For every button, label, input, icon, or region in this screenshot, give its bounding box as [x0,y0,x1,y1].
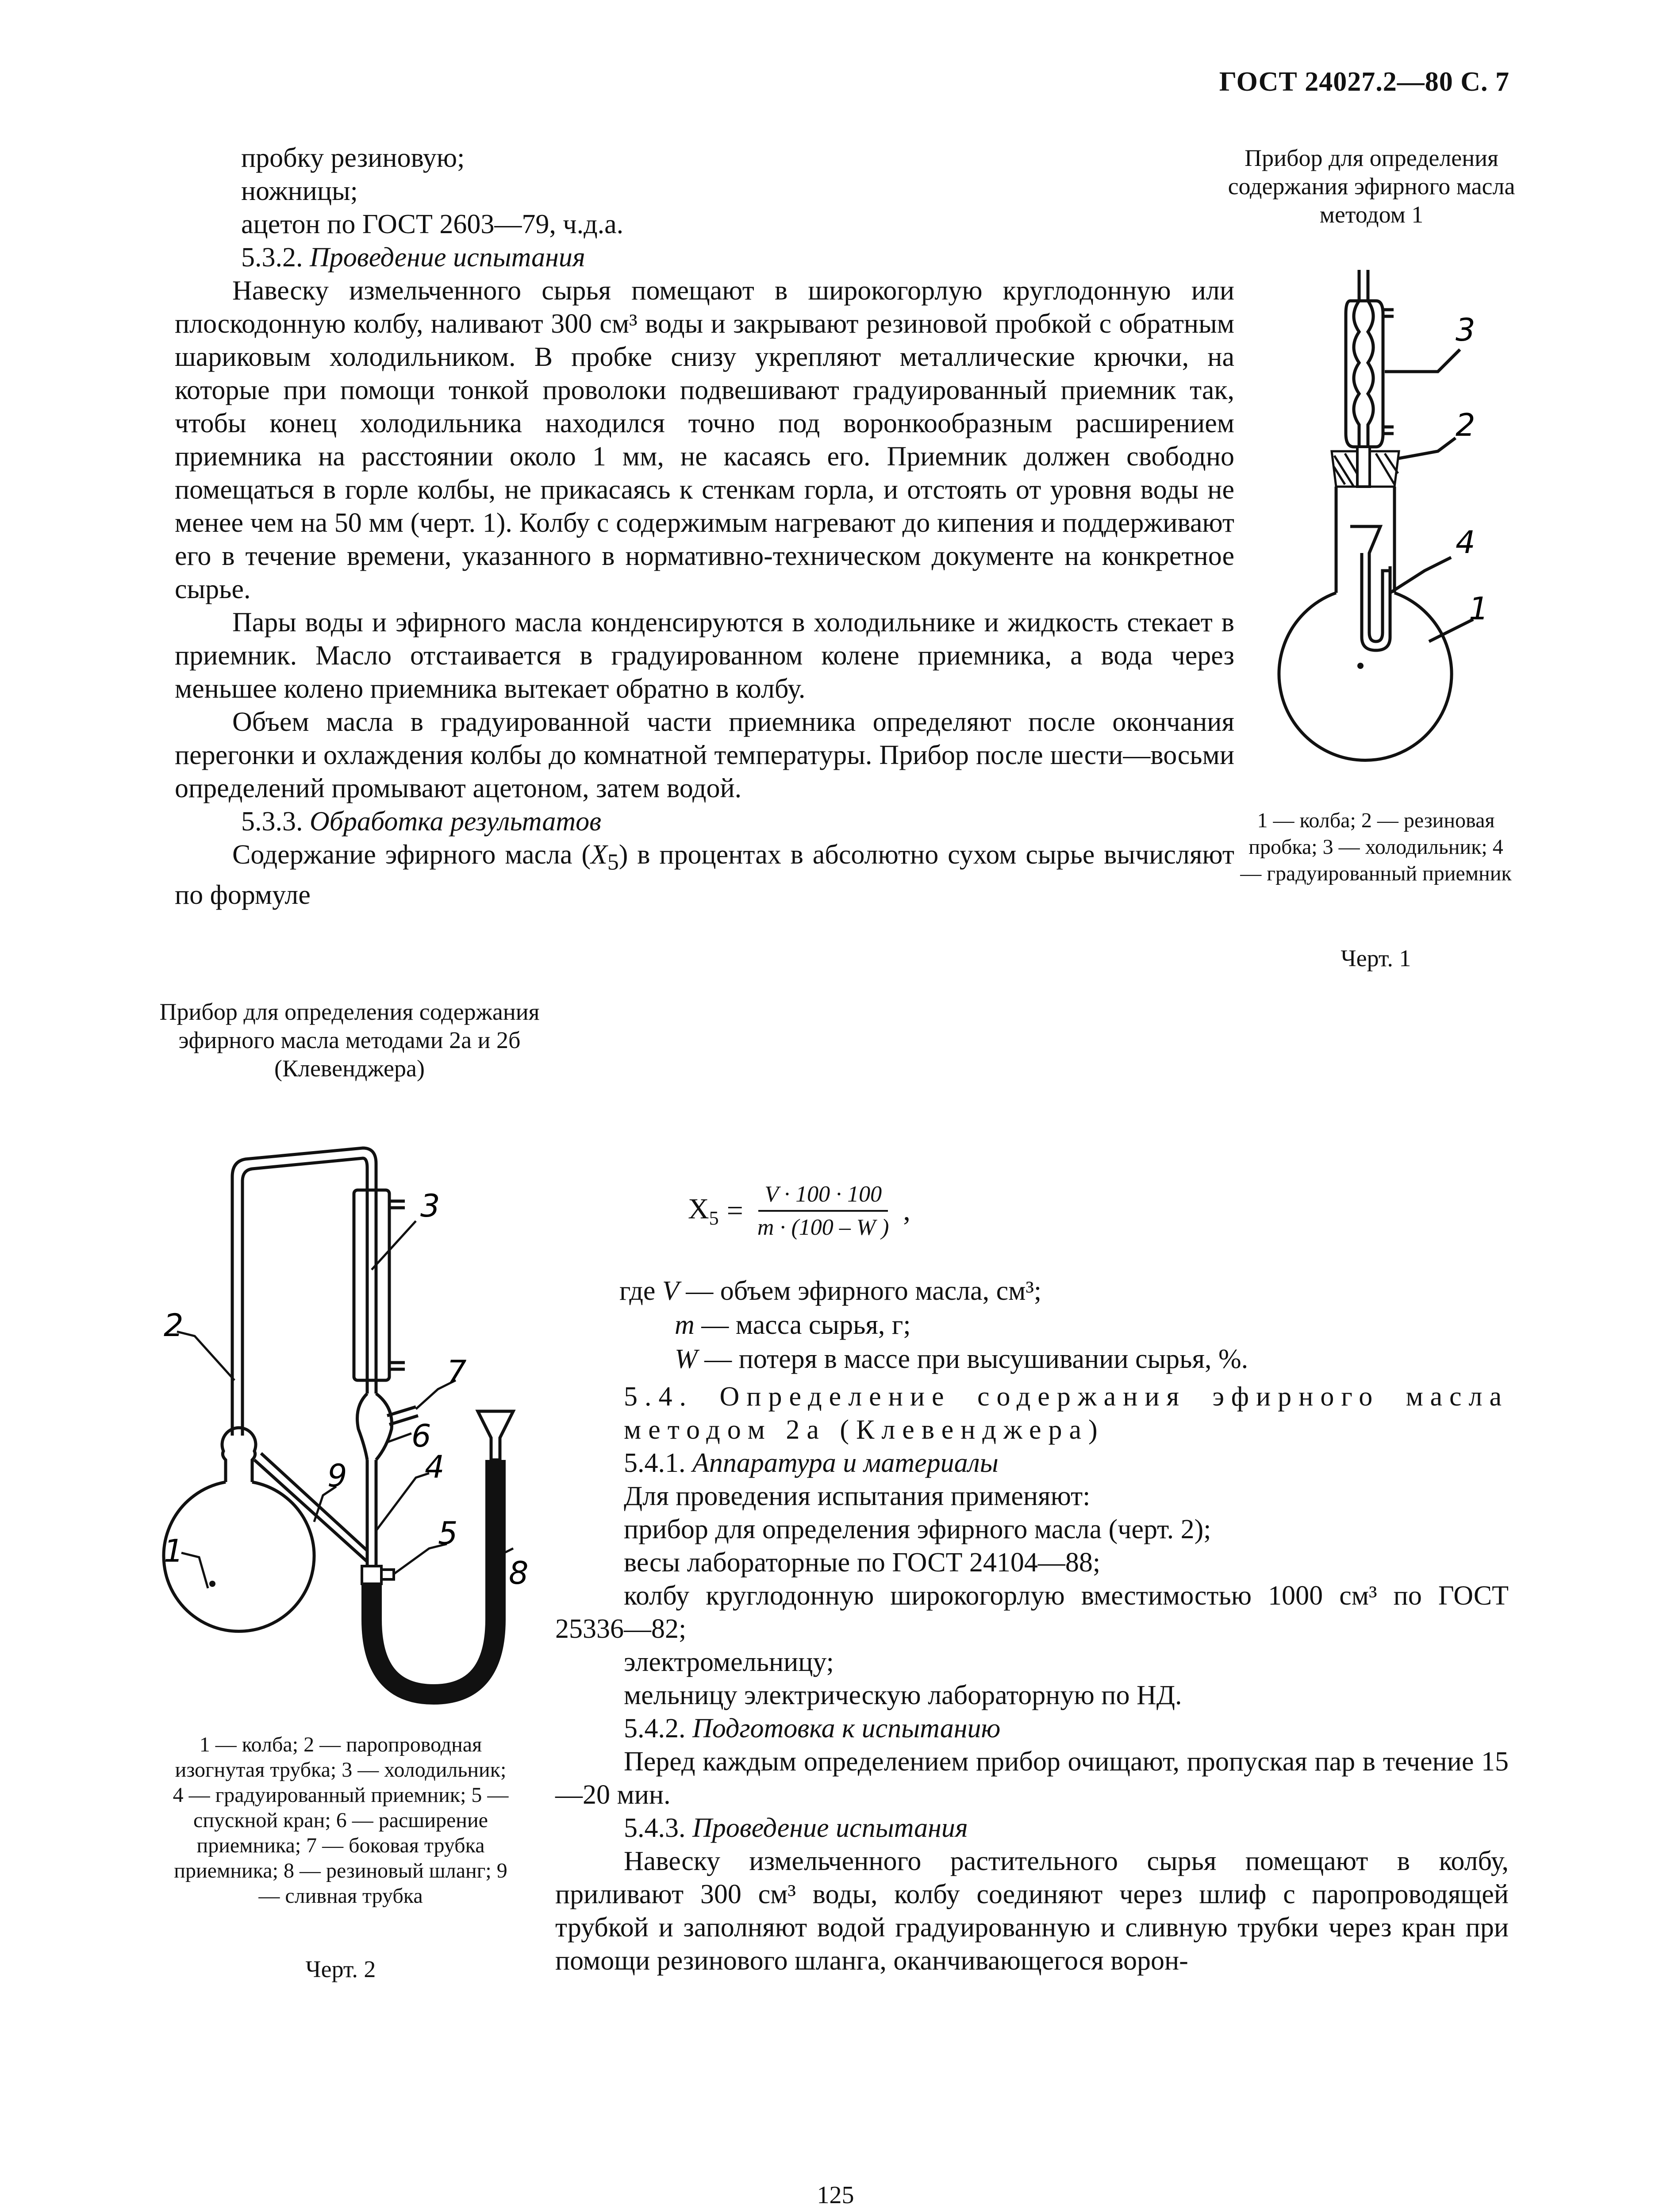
figure-1-label: 4 [1456,524,1475,561]
page-number: 125 [817,2181,854,2209]
formula [688,1181,910,1240]
figure-2-label: 7 [447,1354,467,1390]
figure-1-title: Прибор для определения содержания эфирного масла методом 1 [1228,145,1515,228]
list-item: прибор для определения эфирного масла (черт. 2); [624,1514,1211,1544]
paragraph: Объем масла в градуированной части приемника определяют после окончания перегонки и охлаждения колбы до комнатной температуры. Прибор после шести—восьми определений промывают ацетоном, затем водой. [175,707,1234,803]
figure-1-caption: 1 — колба; 2 — резиновая пробка; 3 — холодильник; 4 — градуированный приемник [1240,809,1512,885]
paragraph: Навеску измельченного сырья помещают в широкогорлую круглодонную или плоскодонную колбу, наливают 300 см³ воды и закрывают резиновой пробкой с обратным шариковым холодильником. В пробке снизу укрепляют металлические крючки, на которые при помощи тонкой проволоки подвешивают градуированный приемник так, чтобы конец холодильника находился точно под воронкообразным расширением приемника на расстоянии около 1 мм, не касаясь его. Приемник должен свободно помещаться в горле колбы, не прикасаясь к стенкам горла, и отстоять от уровня воды не менее чем на 50 мм (черт. 1). Колбу с содержимым нагревают до кипения и поддерживают его в течение времени, указанного в нормативно-техническом документе на конкретное сырье. [175,276,1234,604]
section-heading-5-3-2: 5.3.2. Проведение испытания [241,242,585,273]
figure-2-number: Черт. 2 [305,1956,376,1982]
formula-denominator: m · (100 – W ) [757,1215,889,1240]
list-item: ацетон по ГОСТ 2603—79, ч.д.а. [241,209,624,239]
figure-2-label: 6 [411,1418,431,1454]
list-item: электромельницу; [624,1647,834,1677]
list-item: ножницы; [241,176,358,206]
paragraph: Навеску измельченного растительного сырья помещают в колбу, приливают 300 см³ воды, колбу соединяют через шлиф с паропроводящей трубкой и заполняют водой градуированную и сливную трубки через кран при помощи резинового шланга, оканчивающегося ворон- [555,1846,1509,1976]
legend-row: W — потеря в массе при высушивании сырья, %. [675,1344,1248,1374]
main-text-top [175,142,1234,912]
figure-1-label: 1 [1469,591,1489,627]
section-heading-5-4-1: 5.4.1. Аппаратура и материалы [624,1448,999,1478]
figure-1-number: Черт. 1 [1341,945,1411,972]
figure-1-label: 2 [1456,407,1475,443]
list-item: Для проведения испытания применяют: [624,1481,1091,1511]
formula-lhs: $X_5$ [688,1192,719,1229]
list-item: мельницу электрическую лабораторную по НД. [624,1680,1182,1710]
paragraph: Перед каждым определением прибор очищают, пропуская пар в течение 15—20 мин. [555,1747,1509,1810]
section-heading-5-3-3: 5.3.3. Обработка результатов [241,806,602,837]
figure-2-drawing [146,1124,566,1717]
figure-2-title: Прибор для определения содержания эфирного масла методами 2а и 2б (Клевенджера) [159,998,540,1082]
formula-numerator: V · 100 · 100 [758,1181,888,1212]
section-heading-5-4-3: 5.4.3. Проведение испытания [624,1813,968,1843]
figure-1-drawing [1248,265,1522,796]
paragraph: Пары воды и эфирного масла конденсируются в холодильнике и жидкость стекает в приемник. Масло отстаивается в градуированном колене приемника, а вода через меньшее колено приемника вытекает обратно в колбу. [175,607,1234,704]
figure-2-label: 9 [327,1458,347,1494]
legend-row: где V — объем эфирного масла, см³; [619,1276,1042,1306]
figure-2-caption: 1 — колба; 2 — паропроводная изогнутая трубка; 3 — холодильник; 4 — градуированный приемник; 5 — спускной кран; 6 — расширение приемника; 7 — боковая трубка приемника; 8 — резиновый шланг; 9 — сливная трубка [173,1733,509,1908]
formula-equals: = [726,1194,743,1227]
page-header: ГОСТ 24027.2—80 С. 7 [1219,67,1510,97]
figure-2-label: 1 [164,1533,184,1569]
list-item: весы лабораторные по ГОСТ 24104—88; [624,1548,1101,1578]
formula-fraction [751,1181,895,1240]
section-heading-5-4-2: 5.4.2. Подготовка к испытанию [624,1713,1001,1743]
figure-1-label: 3 [1456,312,1475,348]
figure-2-label: 4 [425,1449,445,1485]
main-text-bottom [555,1380,1509,1978]
figure-2-label: 2 [164,1307,184,1344]
figure-2-label: 8 [509,1555,529,1591]
paragraph: Содержание эфирного масла $(X_5)$ в процентах в абсолютно сухом сырье вычисляют по формуле [175,840,1235,910]
legend-row: m — масса сырья, г; [675,1310,911,1340]
section-heading-5-4: 5.4. Определение содержания эфирного масла методом 2а (Клевенджера) [624,1382,1509,1445]
formula-legend [619,1274,1248,1376]
figure-2-label: 3 [420,1188,440,1224]
list-item: колбу круглодонную широкогорлую вместимостью 1000 см³ по ГОСТ 25336—82; [555,1581,1509,1644]
figure-2-label: 5 [438,1515,458,1551]
list-item: пробку резиновую; [241,143,465,173]
formula-tail: , [903,1194,910,1227]
